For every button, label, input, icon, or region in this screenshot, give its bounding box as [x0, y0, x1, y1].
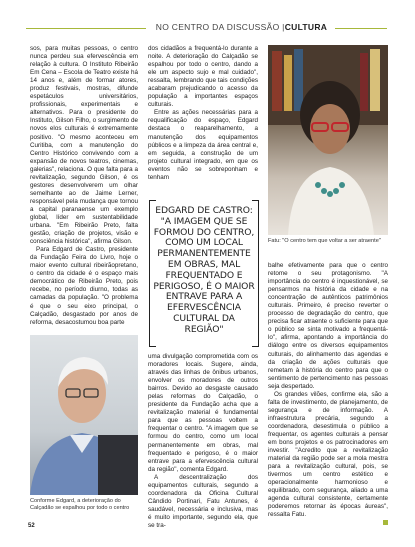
- section-header: [0, 22, 415, 36]
- article-column-2-continued: [148, 353, 258, 530]
- end-of-article: [268, 520, 388, 528]
- paragraph: uma divulgação comprometida com os moradores locais. Sugere, ainda, através das linhas de ônibus urbanos, envolver os moradores de outros bairros. Devido ao desgaste causado pelas reformas do Calçadão, o presidente da Fundação acha que a revitalização material é fundamental para que as pessoas voltem a frequentar o centro. "A imagem que se formou do centro, como um local permanentemente em obras, mal frequentado e perigoso, é o maior entrave para a efervescência cultural da região", comenta Edgard.: [148, 353, 258, 473]
- photo-fatu-antunes: [268, 45, 388, 235]
- paragraph: sos, para muitas pessoas, o centro nunca perdeu sua efervescência em relação à cultura. O Instituto Ribeirão Em Cena – Escola de Teatro existe há 14 anos e, além de formar atores, produz festivais, mostras, difunde espetáculos universitários, profissionais, experimentais e alternativos. Para o presidente do Instituto, Gilson Filho, o surgimento de novos elos culturais é extremamente positivo. "O mesmo aconteceu em Curitiba, com a manutenção do Centro Histórico convivendo com a expansão de novos teatros, cinemas, galerias", relaciona. O que falta para a revitalização, segundo Gilson, é os gestores desenvolverem um olhar semelhante ao de Jaime Lerner, responsável pela mudança que tornou a capital paranaense um exemplo global, líder em sustentabilidade urbana. "Em Ribeirão Preto, falta gestão, criação de projetos, visão e consciência histórica", afirma Gilson.: [30, 45, 138, 246]
- photo-caption-left: Conforme Edgard, a deterioração do Calçadão se espalhou por todo o centro: [30, 498, 130, 511]
- paragraph: balhe efetivamente para que o centro retome o seu protagonismo. "A importância do centro é inquestionável, se pensarmos na história da cidade e na concentração de autênticos patrimônios culturais. Primeiro, é preciso reverter o processo de degradação do centro, que precisa ficar atraente o suficiente para que o público se sinta motivado a frequentá-lo", afirma, apontando a importância do diálogo entre os diversos equipamentos culturais, do alinhamento das agendas e da criação de ações culturais que remetam à história do centro para que o sentimento de pertencimento nas pessoas seja despertado.: [268, 262, 388, 390]
- header-category: CULTURA: [284, 22, 328, 32]
- header-separator: |: [282, 22, 285, 32]
- article-column-2: [148, 45, 258, 182]
- paragraph: Os grandes vilões, confirme ela, são a falta de investimento, de planejamento, de segurança e de informação. A infraestrutura precária, segundo a coordenadora, desestimula o público a frequentar, os agentes culturais a pensar em bons projetos e os patrocinadores em investir. "Acredito que a revitalização material da região pode ser a mola mestra para a revitalização cultural, pois, se tivermos um centro estético e operacionalmente harmonioso e equilibrado, com segurança, aliado a uma agenda cultural consistente, certamente poderemos retornar às épocas áureas", ressalta Fatu.: [268, 390, 388, 519]
- article-column-1: [30, 45, 138, 327]
- page-number: 52: [28, 523, 35, 529]
- photo-caption-right: Fatu: "O centro tem que voltar a ser atraente": [268, 238, 381, 244]
- portrait-illustration: [30, 335, 138, 495]
- paragraph: Para Edgard de Castro, presidente da Fundação Feira do Livro, hoje o maior evento cultural ribeirãopretano, o centro da cidade é o espaço mais democrático de Ribeirão Preto, pois recebe, no período diurno, todas as camadas da população. "O problema é que o seu eixo principal, o Calçadão, desgastado por anos de reforma, desacostumou boa parte: [30, 246, 138, 326]
- paragraph: dos cidadãos a frequentá-lo durante a noite. A deterioração do Calçadão se espalhou por todo o centro, dando a ele um aspecto sujo e mal cuidado", ressalta, lembrando que tais condições acabaram prejudicando o acesso da população a importantes espaços culturais.: [148, 45, 258, 109]
- article-column-3: [268, 262, 388, 528]
- header-section: NO CENTRO DA DISCUSSÃO: [155, 22, 280, 32]
- pull-quote: [149, 200, 259, 345]
- paragraph: Entre as ações necessárias para a requalificação do espaço, Edgard destaca o reaparelhamento, a manutenção dos equipamentos públicos e a limpeza da área central e, em seguida, a construção de um projeto cultural integrado, em que os eventos não se sobreponham e tenham: [148, 109, 258, 181]
- end-mark-icon: [383, 520, 388, 525]
- paragraph: A descentralização dos equipamentos culturais, segundo a coordenadora da Oficina Cultural Cândido Portinari, Fatu Antunes, é saudável, necessária e inclusiva, mas é muito importante, segundo ela, que se tra-: [148, 473, 258, 529]
- header-title: [144, 22, 339, 32]
- header-rule-left: [26, 28, 146, 29]
- header-rule-right: [335, 28, 387, 29]
- photo-edgard-de-castro: [30, 335, 138, 495]
- pull-quote-text: EDGARD DE CASTRO: "A IMAGEM QUE SE FORMOU DO CENTRO, COMO UM LOCAL PERMANENTEMENTE EM OBRAS, MAL FREQUENTADO E PERIGOSO, É O MAIOR ENTRAVE PARA A EFERVESCÊNCIA CULTURAL DA REGIÃO": [153, 205, 255, 335]
- portrait-illustration: [268, 45, 388, 235]
